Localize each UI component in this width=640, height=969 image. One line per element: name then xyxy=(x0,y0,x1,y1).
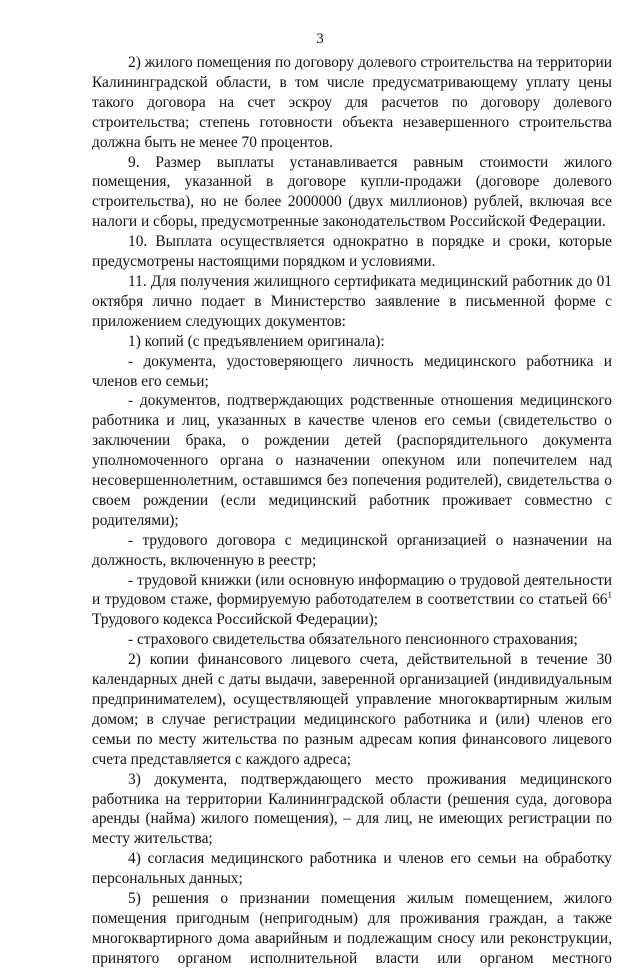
footnote-mark: 1 xyxy=(607,590,612,601)
list-item-pension-certificate: - страхового свидетельства обязательного пенсионного страхования; xyxy=(128,631,578,649)
list-item-work-book xyxy=(92,571,612,631)
list-item-identity-document: - документа, удостоверяющего личность медицинского работника и членов его семьи; xyxy=(92,352,612,390)
list-item-employment-contract: - трудового договора с медицинской организацией о назначении на должность, включенную в реестр; xyxy=(92,531,612,569)
list-item-data-consent: 4) согласия медицинского работника и членов его семьи на обработку персональных данных; xyxy=(92,850,612,888)
document-body xyxy=(92,53,612,969)
page-number: 3 xyxy=(316,31,324,47)
paragraph-10-payment-once: 10. Выплата осуществляется однократно в порядке и сроки, которые предусмотрены настоящими порядком и условиями. xyxy=(92,233,612,271)
work-book-text: - трудовой книжки (или основную информацию о трудовой деятельности и трудовом стаже, формируемую работодателем в соответствии со статьей 66 xyxy=(92,571,612,609)
list-item-residence-document: 3) документа, подтверждающего место проживания медицинского работника на территории Калининградской области (решения суда, договора аренды (найма) жилого помещения), – для лиц, не имеющих регистрации по месту жительства; xyxy=(92,770,612,848)
paragraph-housing-shared-construction: 2) жилого помещения по договору долевого строительства на территории Калининградской области, в том числе предусматривающему уплату цены такого договора на счет эскроу для расчетов по договору долевого строительства; степень готовности объекта незавершенного строительства должна быть не менее 70 процентов. xyxy=(92,54,612,151)
paragraph-9-payment-amount: 9. Размер выплаты устанавливается равным стоимости жилого помещения, указанной в договоре купли-продажи (договоре долевого строительства), но не более 2000000 (двух миллионов) рублей, включая все налоги и сборы, предусмотренные законодательством Российской Федерации. xyxy=(92,153,612,231)
list-item-premises-decision: 5) решения о признании помещения жилым помещением, жилого помещения пригодным (непригодным) для проживания граждан, а также многоквартирного дома аварийным и подлежащим сносу или реконструкции, принятого органом исполнительной власти или органом местного xyxy=(92,890,612,967)
list-item-kinship-documents: - документов, подтверждающих родственные отношения медицинского работника и лиц, указанных в качестве членов его семьи (свидетельство о заключении брака, о рождении детей (распорядительного документа уполномоченного органа о назначении опекуном или попечителем над несовершеннолетним, оставшимся без попечения родителей), свидетельства о своем рождении (если медицинский работник проживает совместно с родителями); xyxy=(92,392,612,529)
list-item-copies: 1) копий (с предъявлением оригинала): xyxy=(128,332,385,350)
work-book-text-tail: Трудового кодекса Российской Федерации); xyxy=(92,611,379,629)
paragraph-11-documents: 11. Для получения жилищного сертификата медицинский работник до 01 октября лично подает в Министерство заявление в письменной форме с приложением следующих документов: xyxy=(92,272,612,330)
list-item-financial-account: 2) копии финансового лицевого счета, действительной в течение 30 календарных дней с даты выдачи, заверенной организацией (индивидуальным предпринимателем), осуществляющей управление многоквартирным жилым домом; в случае регистрации медицинского работника и (или) членов его семьи по месту жительства по разным адресам копия финансового лицевого счета представляется с каждого адреса; xyxy=(92,651,612,768)
